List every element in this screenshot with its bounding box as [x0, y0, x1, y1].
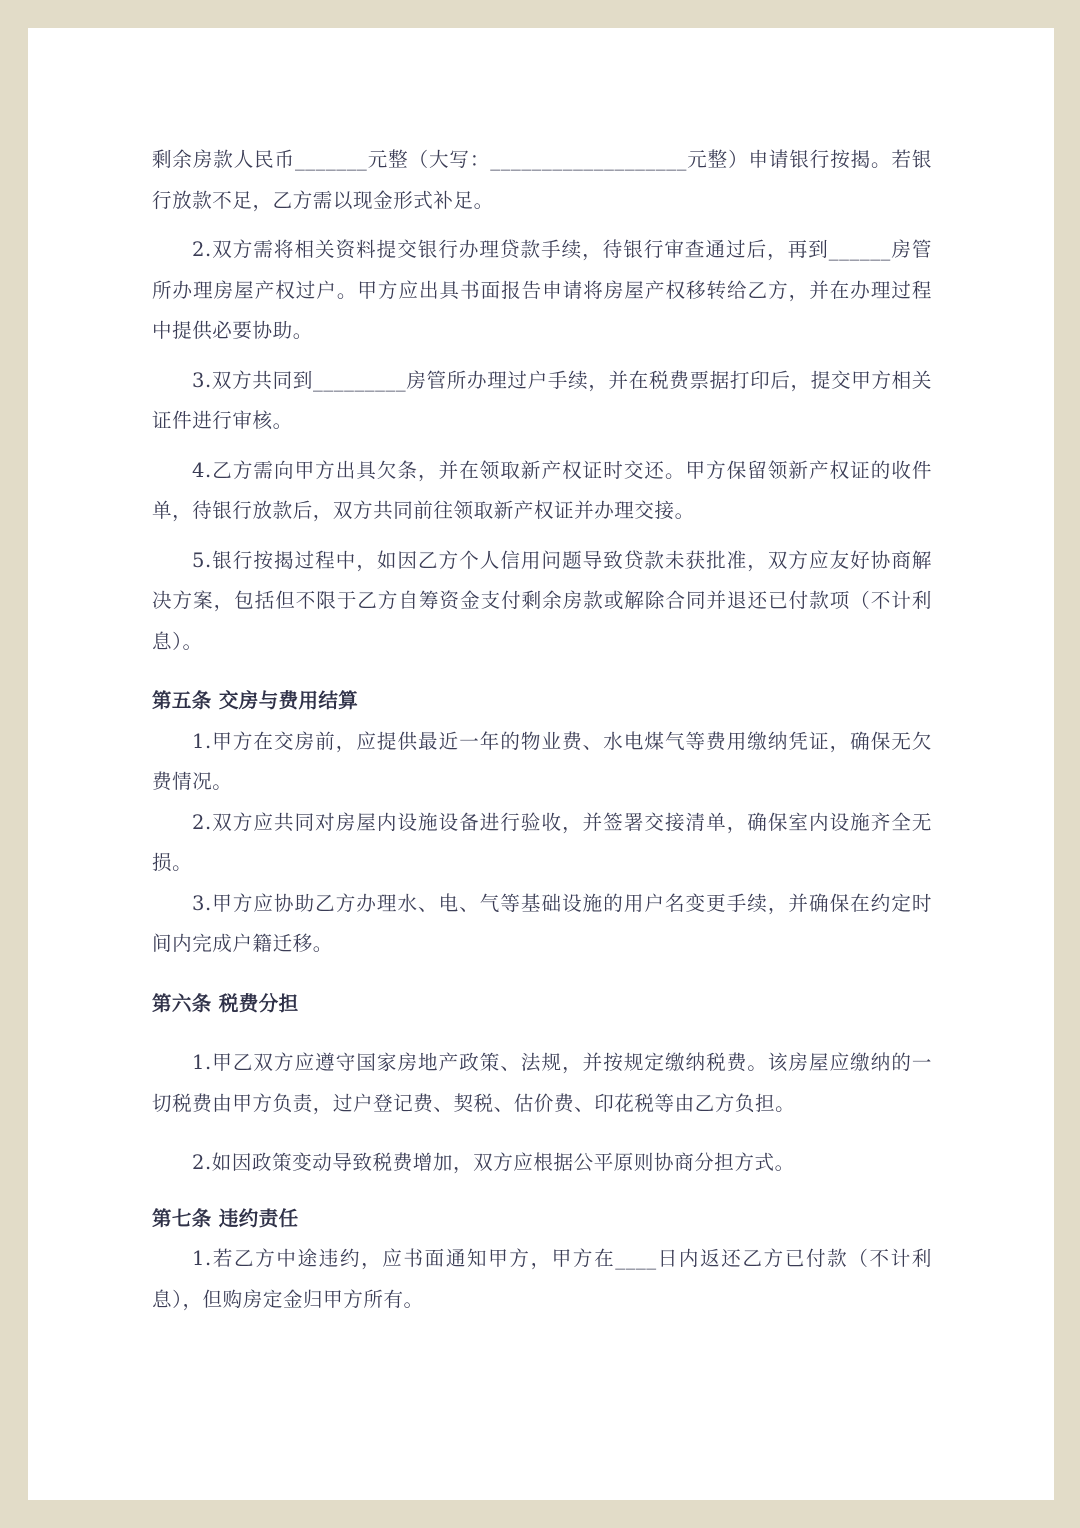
section-heading-7: 第七条 违约责任 [152, 1206, 299, 1230]
document-page [28, 28, 1054, 1500]
section-heading-5: 第五条 交房与费用结算 [152, 689, 359, 712]
paragraph-5-2: 2.双方应共同对房屋内设施设备进行验收，并签署交接清单，确保室内设施齐全无损。 [152, 810, 932, 874]
document-body [152, 140, 932, 1320]
paragraph-6-2: 2.如因政策变动导致税费增加，双方应根据公平原则协商分担方式。 [192, 1151, 795, 1174]
paragraph-7-1: 1.若乙方中途违约，应书面通知甲方，甲方在____日内返还乙方已付款（不计利息），但购房定金归甲方所有。 [152, 1247, 932, 1311]
paragraph-5-3: 3.甲方应协助乙方办理水、电、气等基础设施的用户名变更手续，并确保在约定时间内完成户籍迁移。 [152, 891, 932, 955]
paragraph-4-3: 3.双方共同到_________房管所办理过户手续，并在税费票据打印后，提交甲方相关证件进行审核。 [152, 368, 932, 432]
paragraph-remaining-payment: 剩余房款人民币_______元整（大写：___________________元整）申请银行按揭。若银行放款不足，乙方需以现金形式补足。 [152, 148, 932, 212]
paragraph-4-4: 4.乙方需向甲方出具欠条，并在领取新产权证时交还。甲方保留领新产权证的收件单，待银行放款后，双方共同前往领取新产权证并办理交接。 [152, 458, 932, 522]
paragraph-6-1: 1.甲乙双方应遵守国家房地产政策、法规，并按规定缴纳税费。该房屋应缴纳的一切税费由甲方负责，过户登记费、契税、估价费、印花税等由乙方负担。 [152, 1051, 932, 1115]
section-heading-6: 第六条 税费分担 [152, 991, 299, 1015]
paragraph-4-2: 2.双方需将相关资料提交银行办理贷款手续，待银行审查通过后，再到______房管所办理房屋产权过户。甲方应出具书面报告申请将房屋产权移转给乙方，并在办理过程中提供必要协助。 [152, 238, 932, 342]
paragraph-5-1: 1.甲方在交房前，应提供最近一年的物业费、水电煤气等费用缴纳凭证，确保无欠费情况。 [152, 729, 932, 793]
paragraph-4-5: 5.银行按揭过程中，如因乙方个人信用问题导致贷款未获批准，双方应友好协商解决方案，包括但不限于乙方自筹资金支付剩余房款或解除合同并退还已付款项（不计利息）。 [152, 548, 932, 653]
